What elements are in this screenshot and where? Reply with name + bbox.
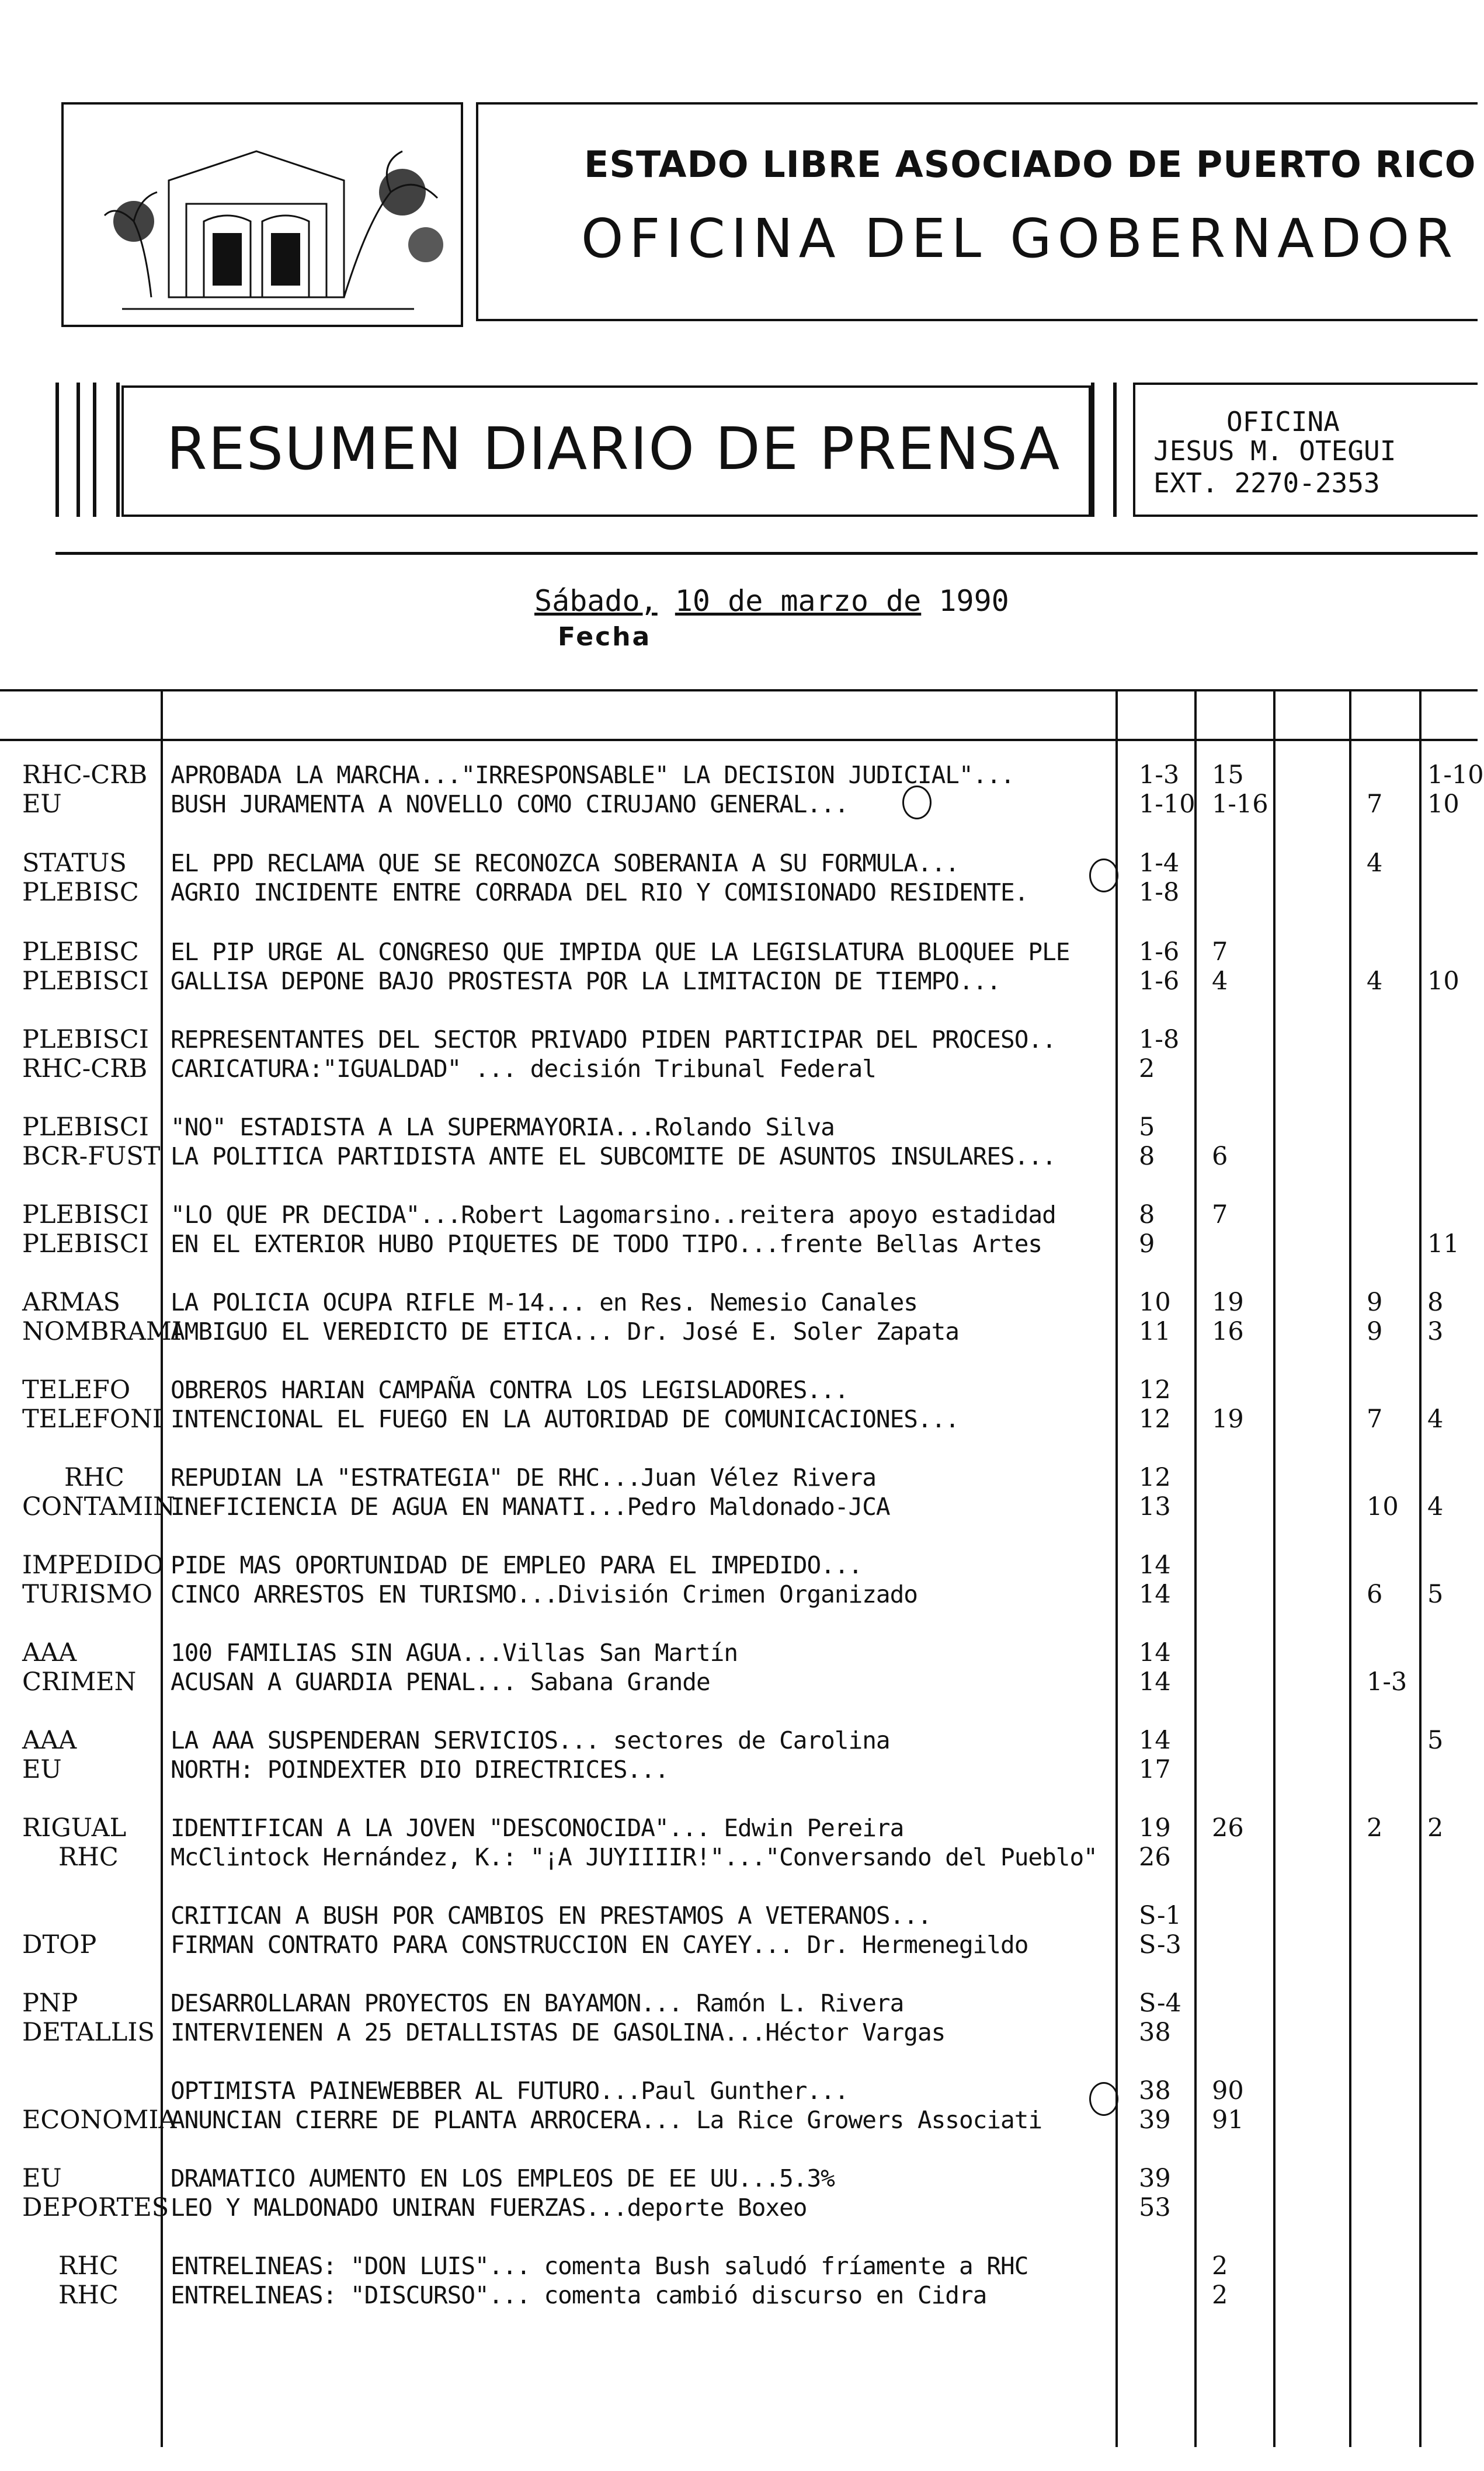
handwritten-circle-mark [1089,859,1118,892]
date-value: 10 de marzo de [675,584,922,618]
row-mun: 39 [1139,2105,1171,2135]
table-row [0,849,1478,878]
row-nd: 19 [1212,1405,1244,1434]
row-nd: 7 [1212,937,1228,967]
row-mun: 8 [1139,1200,1155,1229]
row-tema: IMPEDIDO [22,1551,164,1580]
row-noticia: 100 FAMILIAS SIN AGUA...Villas San Martín [171,1639,738,1667]
row-tema: STATUS [22,849,127,878]
row-noticia: APROBADA LA MARCHA..."IRRESPONSABLE" LA DECISION JUDICIAL"... [171,761,1014,789]
row-nd: 4 [1212,967,1228,996]
row-mun: 14 [1139,1726,1171,1755]
date-year: 1990 [939,584,1009,618]
row-noticia: OBREROS HARIAN CAMPAÑA CONTRA LOS LEGISLADORES... [171,1376,849,1404]
row-noticia: LA POLICIA OCUPA RIFLE M-14... en Res. Nemesio Canales [171,1288,917,1316]
header-line1: ESTADO LIBRE ASOCIADO DE PUERTO RICO [584,143,1476,186]
row-star: 1-10 [1427,760,1484,790]
table-row [0,1200,1478,1229]
report-date [534,584,1009,618]
table-row [0,878,1478,907]
row-tema: RHC [58,1843,119,1872]
row-mun: 12 [1139,1375,1171,1405]
row-nd: 15 [1212,760,1244,790]
row-voc: 4 [1367,967,1383,996]
row-star: 5 [1427,1580,1444,1609]
row-mun: 1-6 [1139,967,1180,996]
row-mun: 39 [1139,2164,1171,2193]
row-nd: 7 [1212,1200,1228,1229]
row-mun: 13 [1139,1492,1171,1521]
row-voc: 6 [1367,1580,1383,1609]
row-voc: 9 [1367,1288,1383,1317]
row-star: 4 [1427,1492,1444,1521]
row-star: 3 [1427,1317,1444,1346]
row-star: 10 [1427,967,1459,996]
row-tema: PNP [22,1989,78,2018]
table-row [0,1638,1478,1667]
row-mun: 12 [1139,1463,1171,1492]
row-tema: RIGUAL [22,1813,127,1843]
row-noticia: EN EL EXTERIOR HUBO PIQUETES DE TODO TIPO...frente Bellas Artes [171,1230,1042,1258]
row-star: 2 [1427,1813,1444,1843]
table-row [0,1813,1478,1843]
row-mun: 5 [1139,1113,1155,1142]
date-label: Fecha [558,622,652,652]
row-tema: TELEFONI [22,1405,162,1434]
row-tema: PLEBISCI [22,1200,149,1229]
row-tema: RHC-CRB [22,1054,148,1083]
table-row [0,1375,1478,1405]
row-nd: 2 [1212,2281,1228,2310]
row-tema: NOMBRAMI [22,1317,182,1346]
row-mun: 26 [1139,1843,1171,1872]
date-day: Sábado, [534,584,658,618]
row-tema: RHC-CRB [22,760,148,790]
row-tema: TURISMO [22,1580,153,1609]
table-row [0,967,1478,996]
row-mun: 1-3 [1139,760,1180,790]
row-noticia: BUSH JURAMENTA A NOVELLO COMO CIRUJANO GENERAL... [171,790,849,818]
row-tema: DTOP [22,1930,97,1959]
row-noticia: NORTH: POINDEXTER DIO DIRECTRICES... [171,1756,669,1784]
table-row [0,1317,1478,1346]
row-star: 5 [1427,1726,1444,1755]
report-title: RESUMEN DIARIO DE PRENSA [166,415,1061,483]
row-mun: 1-4 [1139,849,1180,878]
row-mun: 1-8 [1139,1025,1180,1054]
row-tema: RHC [58,2251,119,2281]
row-noticia: PIDE MAS OPORTUNIDAD DE EMPLEO PARA EL IMPEDIDO... [171,1551,863,1579]
row-noticia: ANUNCIAN CIERRE DE PLANTA ARROCERA... La Rice Growers Associati [171,2106,1042,2134]
separator-rule [55,552,1478,555]
row-noticia: CINCO ARRESTOS EN TURISMO...División Crimen Organizado [171,1580,917,1608]
row-noticia: GALLISA DEPONE BAJO PROSTESTA POR LA LIMITACION DE TIEMPO... [171,967,1001,995]
row-tema: AAA [22,1726,77,1755]
table-row [0,760,1484,790]
row-tema: EU [22,790,62,819]
row-nd: 2 [1212,2251,1228,2281]
row-tema: BCR-FUST [22,1142,161,1171]
row-tema: RHC [58,2281,119,2310]
table-row [0,1755,1478,1784]
row-noticia: CARICATURA:"IGUALDAD" ... decisión Tribunal Federal [171,1055,876,1083]
row-mun: 1-6 [1139,937,1180,967]
governor-logo [61,102,463,327]
table-row [0,1405,1478,1434]
row-tema: RHC [64,1463,124,1492]
row-tema: DEPORTES [22,2193,169,2222]
table-row [0,2193,1478,2222]
row-noticia: ACUSAN A GUARDIA PENAL... Sabana Grande [171,1668,710,1696]
table-top-rule [0,689,1478,691]
row-tema: PLEBISCI [22,1025,149,1054]
row-tema: PLEBISC [22,878,139,907]
row-mun: 14 [1139,1667,1171,1697]
row-nd: 91 [1212,2105,1244,2135]
row-voc: 7 [1367,1405,1383,1434]
table-row [0,1726,1478,1755]
row-noticia: ENTRELINEAS: "DISCURSO"... comenta cambió discurso en Cidra [171,2281,987,2309]
table-row [0,2076,1478,2105]
row-voc: 2 [1367,1813,1383,1843]
row-noticia: INTENCIONAL EL FUEGO EN LA AUTORIDAD DE COMUNICACIONES... [171,1405,959,1433]
row-mun: 2 [1139,1054,1155,1083]
table-row [0,1463,1478,1492]
office-line1: OFICINA [1226,406,1340,437]
row-mun: 12 [1139,1405,1171,1434]
row-noticia: McClintock Hernández, K.: "¡A JUYIIIIR!"..."Conversando del Pueblo" [171,1843,1097,1871]
row-noticia: OPTIMISTA PAINEWEBBER AL FUTURO...Paul Gunther... [171,2077,849,2105]
row-noticia: ENTRELINEAS: "DON LUIS"... comenta Bush saludó fríamente a RHC [171,2252,1028,2280]
row-noticia: IDENTIFICAN A LA JOVEN "DESCONOCIDA"... Edwin Pereira [171,1814,904,1842]
row-mun: 38 [1139,2018,1171,2047]
row-mun: 14 [1139,1580,1171,1609]
row-star: 11 [1427,1229,1459,1259]
row-mun: 1-10 [1139,790,1195,819]
row-nd: 90 [1212,2076,1244,2105]
row-voc: 4 [1367,849,1383,878]
table-row [0,1492,1478,1521]
table-row [0,2018,1478,2047]
decorative-bars-right [1091,383,1117,517]
table-row [0,937,1478,967]
row-star: 10 [1427,790,1459,819]
table-row [0,2164,1478,2193]
table-row [0,790,1478,819]
row-noticia: CRITICAN A BUSH POR CAMBIOS EN PRESTAMOS A VETERANOS... [171,1902,932,1930]
row-mun: S-3 [1139,1930,1181,1959]
handwritten-circle-mark [902,786,932,819]
row-voc: 7 [1367,790,1383,819]
row-tema: CRIMEN [22,1667,137,1697]
row-noticia: LA POLITICA PARTIDISTA ANTE EL SUBCOMITE DE ASUNTOS INSULARES... [171,1142,1056,1170]
row-nd: 1-16 [1212,790,1268,819]
table-row [0,2251,1478,2281]
table-row [0,2281,1478,2310]
decorative-bars-left [55,383,120,517]
row-tema: PLEBISCI [22,1229,149,1259]
row-star: 4 [1427,1405,1444,1434]
row-tema: PLEBISCI [22,967,149,996]
table-row [0,1930,1478,1959]
row-mun: S-4 [1139,1989,1181,2018]
row-mun: 53 [1139,2193,1171,2222]
row-tema: PLEBISCI [22,1113,149,1142]
row-voc: 1-3 [1367,1667,1407,1697]
row-tema: EU [22,2164,62,2193]
row-noticia: "LO QUE PR DECIDA"...Robert Lagomarsino..reitera apoyo estadidad [171,1201,1056,1229]
row-nd: 16 [1212,1317,1244,1346]
row-noticia: INEFICIENCIA DE AGUA EN MANATI...Pedro Maldonado-JCA [171,1493,890,1521]
table-row [0,1142,1478,1171]
row-noticia: "NO" ESTADISTA A LA SUPERMAYORIA...Rolando Silva [171,1113,835,1141]
row-tema: ECONOMIA [22,2105,177,2135]
table-row [0,1989,1478,2018]
row-tema: ARMAS [22,1288,120,1317]
row-voc: 10 [1367,1492,1399,1521]
row-tema: DETALLIS [22,2018,155,2047]
row-mun: S-1 [1139,1901,1181,1930]
row-voc: 9 [1367,1317,1383,1346]
row-tema: PLEBISC [22,937,139,967]
row-noticia: AGRIO INCIDENTE ENTRE CORRADA DEL RIO Y COMISIONADO RESIDENTE. [171,878,1028,906]
table-row [0,1580,1478,1609]
row-mun: 1-8 [1139,878,1180,907]
row-tema: CONTAMIN [22,1492,175,1521]
row-noticia: DRAMATICO AUMENTO EN LOS EMPLEOS DE EE UU...5.3% [171,2164,835,2192]
row-tema: AAA [22,1638,77,1667]
row-noticia: AMBIGUO EL VEREDICTO DE ETICA... Dr. José E. Soler Zapata [171,1318,959,1346]
row-mun: 19 [1139,1813,1171,1843]
table-row [0,1843,1478,1872]
row-noticia: FIRMAN CONTRATO PARA CONSTRUCCION EN CAYEY... Dr. Hermenegildo [171,1931,1028,1959]
table-row [0,1054,1478,1083]
row-noticia: INTERVIENEN A 25 DETALLISTAS DE GASOLINA...Héctor Vargas [171,2018,946,2046]
table-header-rule [0,739,1478,741]
table-row [0,1288,1478,1317]
row-mun: 8 [1139,1142,1155,1171]
row-mun: 10 [1139,1288,1171,1317]
table-row [0,2105,1478,2135]
table-row [0,1901,1478,1930]
table-row [0,1667,1478,1697]
office-line2: JESUS M. OTEGUI [1153,435,1396,467]
row-nd: 6 [1212,1142,1228,1171]
row-tema: EU [22,1755,62,1784]
handwritten-circle-mark [1089,2082,1118,2116]
row-mun: 9 [1139,1229,1155,1259]
row-noticia: LEO Y MALDONADO UNIRAN FUERZAS...deporte Boxeo [171,2194,807,2222]
row-mun: 14 [1139,1551,1171,1580]
row-noticia: EL PIP URGE AL CONGRESO QUE IMPIDA QUE LA LEGISLATURA BLOQUEE PLE [171,938,1070,966]
table-row [0,1113,1478,1142]
table-row [0,1025,1478,1054]
row-noticia: DESARROLLARAN PROYECTOS EN BAYAMON... Ramón L. Rivera [171,1989,904,2017]
row-noticia: REPUDIAN LA "ESTRATEGIA" DE RHC...Juan Vélez Rivera [171,1464,876,1492]
row-mun: 14 [1139,1638,1171,1667]
row-tema: TELEFO [22,1375,131,1405]
row-mun: 17 [1139,1755,1171,1784]
row-mun: 11 [1139,1317,1171,1346]
row-nd: 26 [1212,1813,1244,1843]
row-nd: 19 [1212,1288,1244,1317]
table-row [0,1229,1478,1259]
row-noticia: LA AAA SUSPENDERAN SERVICIOS... sectores de Carolina [171,1726,890,1754]
header-line2: OFICINA DEL GOBERNADOR [581,207,1459,270]
row-star: 8 [1427,1288,1444,1317]
row-mun: 38 [1139,2076,1171,2105]
row-noticia: EL PPD RECLAMA QUE SE RECONOZCA SOBERANIA A SU FORMULA... [171,849,959,877]
row-noticia: REPRESENTANTES DEL SECTOR PRIVADO PIDEN PARTICIPAR DEL PROCESO.. [171,1026,1056,1054]
office-line3: EXT. 2270-2353 [1153,467,1380,499]
table-row [0,1551,1478,1580]
